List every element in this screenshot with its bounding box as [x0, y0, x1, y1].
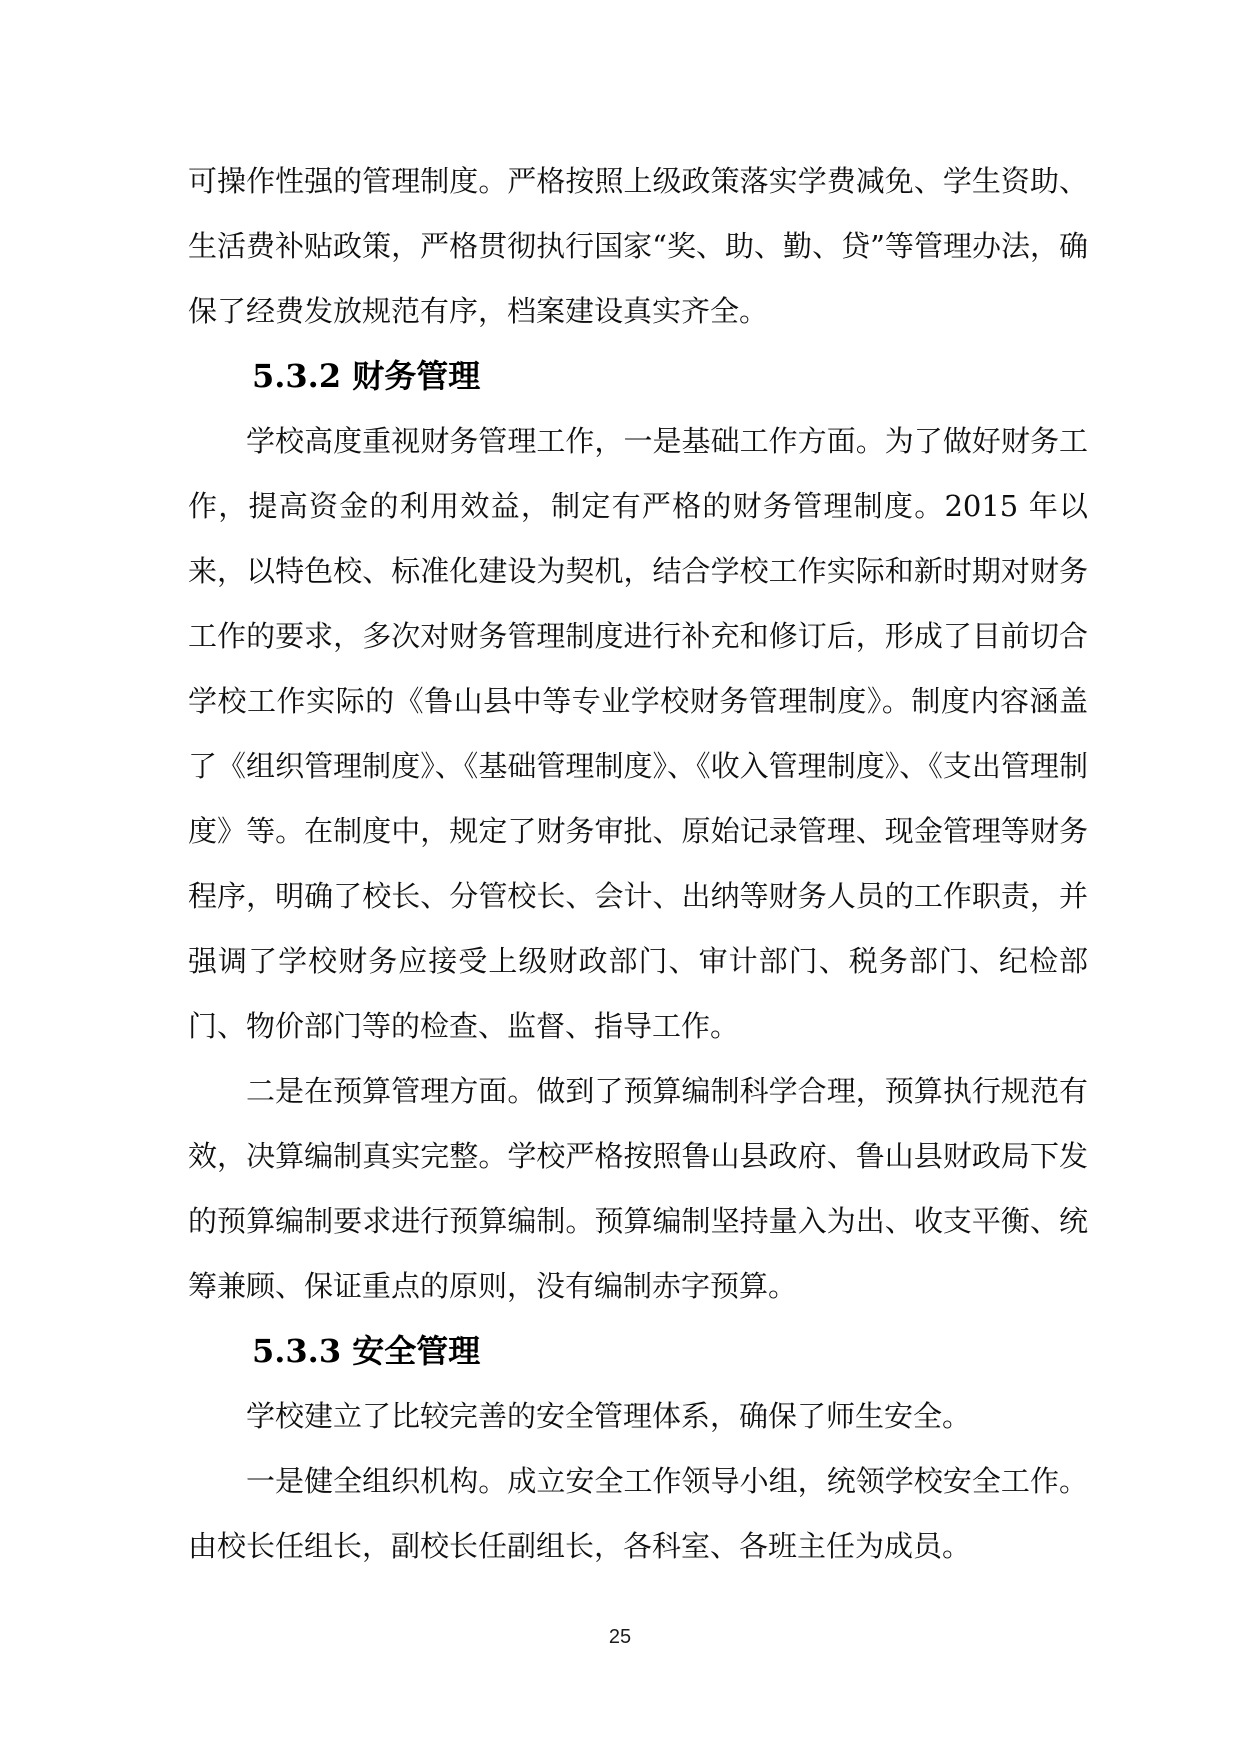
page-number: 25	[608, 1626, 632, 1648]
body-paragraph: 可操作性强的管理制度。严格按照上级政策落实学费减免、学生资助、生活费补贴政策，严格贯彻执行国家“奖、助、勤、贷”等管理办法，确保了经费发放规范有序，档案建设真实齐全。	[188, 164, 1088, 328]
section-heading-5-3-3: 5.3.3 安全管理	[252, 1332, 481, 1370]
section-heading-5-3-2: 5.3.2 财务管理	[252, 357, 481, 395]
body-paragraph: 学校高度重视财务管理工作，一是基础工作方面。为了做好财务工作，提高资金的利用效益，制定有严格的财务管理制度。2015 年以来，以特色校、标准化建设为契机，结合学校工作实际和新时期对财务工作的要求，多次对财务管理制度进行补充和修订后，形成了目前切合学校工作实际的《鲁山县中等专业学校财务管理制度》。制度内容涵盖了《组织管理制度》、《基础管理制度》、《收入管理制度》、《支出管理制度》等。在制度中，规定了财务审批、原始记录管理、现金管理等财务程序，明确了校长、分管校长、会计、出纳等财务人员的工作职责，并强调了学校财务应接受上级财政部门、审计部门、税务部门、纪检部门、物价部门等的检查、监督、指导工作。	[188, 424, 1088, 1043]
document-body	[188, 149, 1088, 1579]
body-paragraph: 学校建立了比较完善的安全管理体系，确保了师生安全。	[246, 1399, 972, 1433]
body-paragraph: 一是健全组织机构。成立安全工作领导小组，统领学校安全工作。由校长任组长，副校长任副组长，各科室、各班主任为成员。	[188, 1464, 1088, 1563]
body-paragraph: 二是在预算管理方面。做到了预算编制科学合理，预算执行规范有效，决算编制真实完整。学校严格按照鲁山县政府、鲁山县财政局下发的预算编制要求进行预算编制。预算编制坚持量入为出、收支平衡、统筹兼顾、保证重点的原则，没有编制赤字预算。	[188, 1074, 1088, 1303]
